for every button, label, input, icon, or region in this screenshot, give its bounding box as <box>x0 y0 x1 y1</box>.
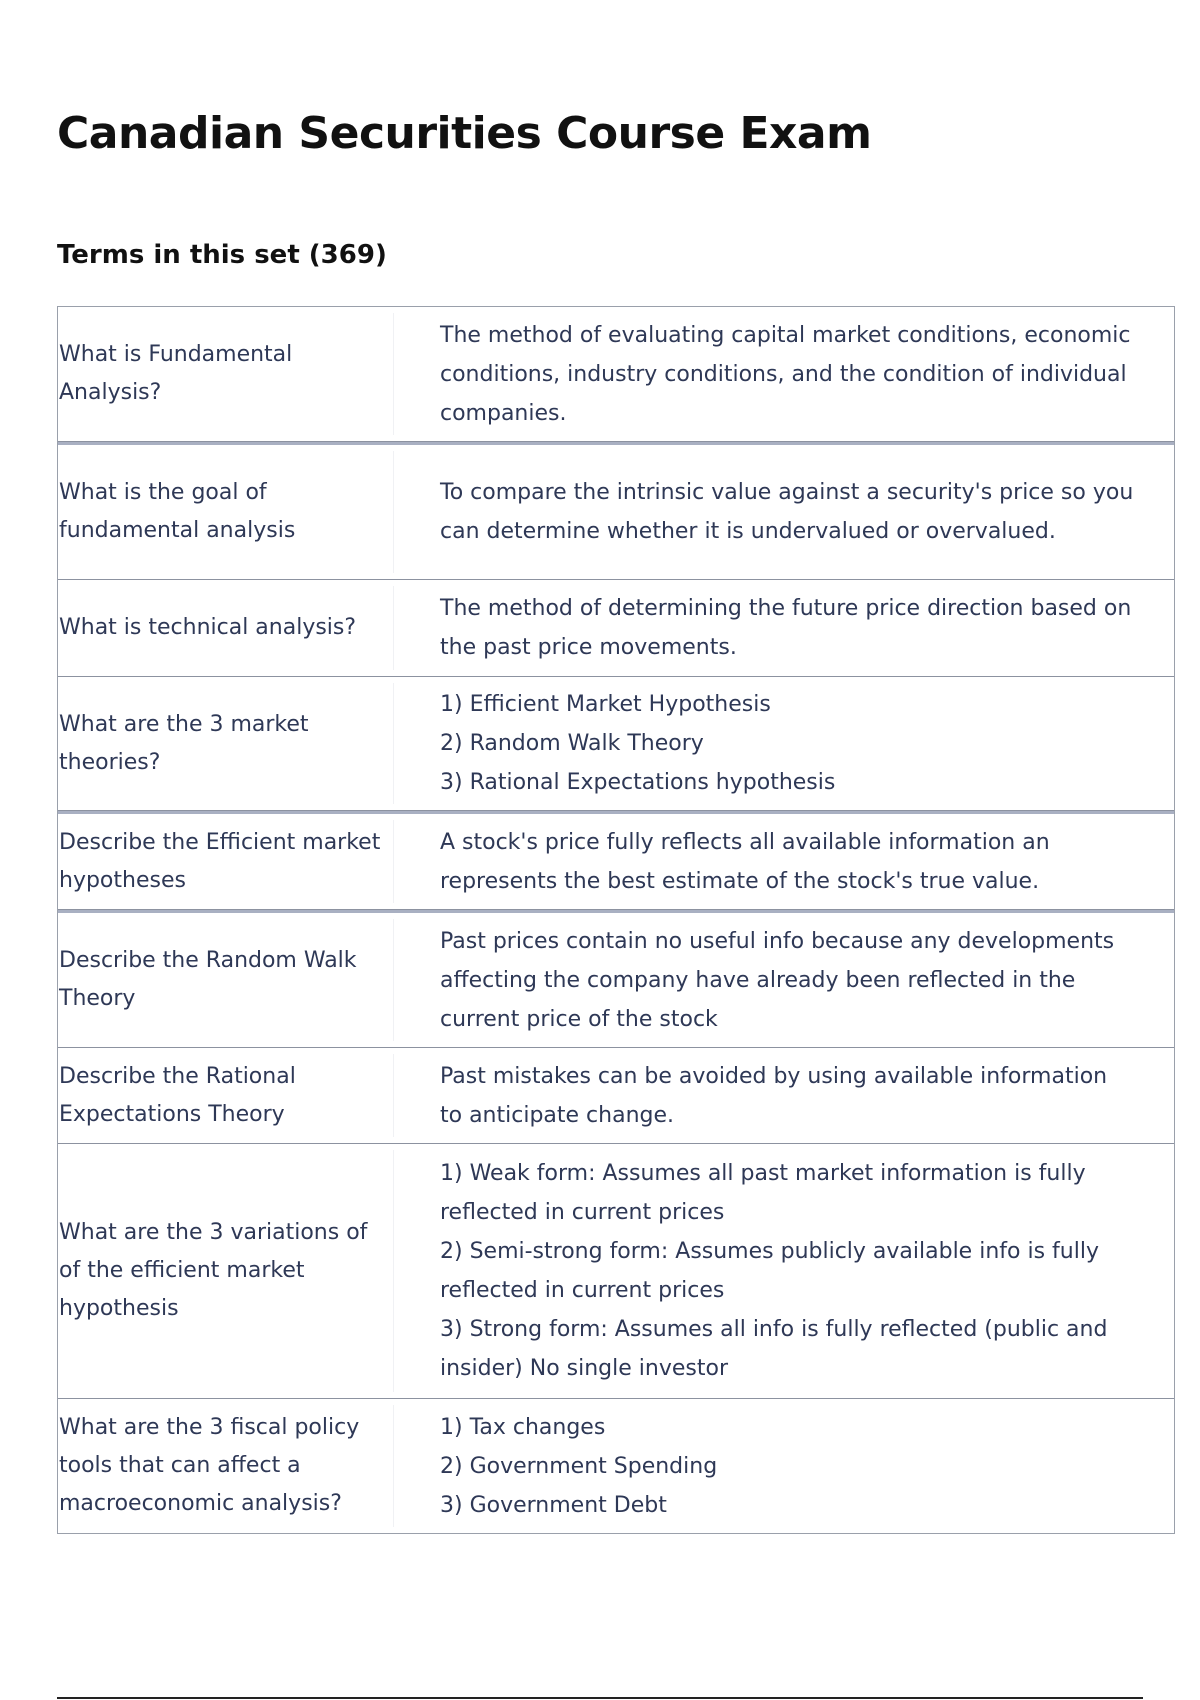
term-text: Describe the Efficient market hypotheses <box>58 820 394 903</box>
term-text: What are the 3 variations of of the efficient market hypothesis <box>58 1150 394 1392</box>
definition-text: 1) Efficient Market Hypothesis 2) Random Walk Theory 3) Rational Expectations hypothesis <box>440 692 836 795</box>
term-text: What are the 3 market theories? <box>58 683 394 804</box>
term-row <box>58 677 1174 811</box>
term-text: Describe the Rational Expectations Theory <box>58 1054 394 1137</box>
term-text: What is the goal of fundamental analysis <box>58 451 394 573</box>
definition-text: 1) Weak form: Assumes all past market information is fully reflected in current prices 2) Semi-strong form: Assumes publicly available info is fully reflected in current prices 3) Strong form: Assumes all info is fully reflected (public and insider) No single investor <box>440 1161 1108 1381</box>
term-text: What is Fundamental Analysis? <box>58 313 394 435</box>
term-row <box>58 1399 1174 1533</box>
definition-text: Past prices contain no useful info because any developments affecting the company have already been reflected in the current price of the stock <box>440 928 1115 1032</box>
term-row <box>58 913 1174 1048</box>
definition-text: To compare the intrinsic value against a security's price so you can determine whether it is undervalued or overvalued. <box>440 480 1134 544</box>
definition-text: The method of determining the future price direction based on the past price movements. <box>440 596 1132 660</box>
term-row <box>58 580 1174 677</box>
definition-text: A stock's price fully reflects all available information an represents the best estimate of the stock's true value. <box>440 829 1050 894</box>
definition-text: 1) Tax changes 2) Government Spending 3) Government Debt <box>440 1414 718 1518</box>
term-text: What is technical analysis? <box>58 586 394 670</box>
set-heading: Terms in this set (369) <box>57 240 387 270</box>
page-title: Canadian Securities Course Exam <box>57 108 872 159</box>
term-text: What are the 3 fiscal policy tools that can affect a macroeconomic analysis? <box>58 1405 394 1527</box>
bottom-divider <box>57 1697 1143 1699</box>
terms-table <box>57 306 1175 1534</box>
term-text: Describe the Random Walk Theory <box>58 919 394 1041</box>
term-row <box>58 307 1174 442</box>
definition-text: The method of evaluating capital market conditions, economic conditions, industry conditions, and the condition of individual companies. <box>440 322 1131 426</box>
term-row <box>58 445 1174 580</box>
term-row <box>58 1144 1174 1399</box>
definition-text: Past mistakes can be avoided by using available information to anticipate change. <box>440 1063 1108 1128</box>
term-row <box>58 814 1174 910</box>
term-row <box>58 1048 1174 1144</box>
